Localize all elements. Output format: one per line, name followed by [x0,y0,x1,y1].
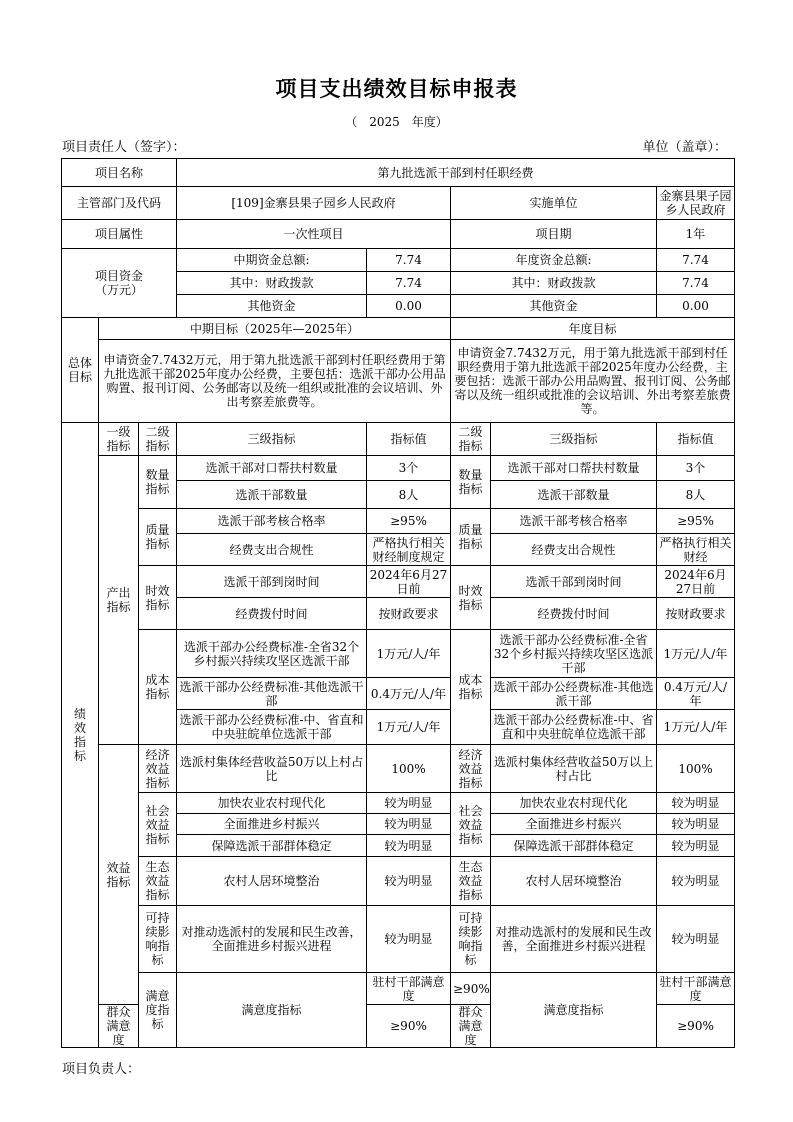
table-row: 群众满意度 [451,1005,491,1048]
social-label-annual: 社会效益指标 [451,793,491,857]
table-cell: 按财政要求 [367,598,451,630]
table-cell: 较为明显 [367,814,451,835]
table-cell: 较为明显 [367,793,451,814]
table-row: 选派干部对口帮扶村数量 [177,456,367,481]
table-cell: 较为明显 [657,857,735,906]
mid-total-value: 7.74 [367,249,451,272]
col-value-annual: 指标值 [657,423,735,456]
fiscal-year: （ 2025 年度） [345,115,448,129]
table-row: 经费拨付时间 [177,598,367,630]
table-cell: 1万元/人/年 [367,630,451,678]
timeliness-label-annual: 时效指标 [451,566,491,630]
mid-total-label: 中期资金总额: [177,249,367,272]
table-row: 选派干部办公经费标准-其他选派干部 [177,678,367,710]
table-row: 驻村干部满意度 [367,973,451,1005]
mid-other-label: 其他资金 [177,295,367,318]
col-level2-mid: 二级指标 [139,423,177,456]
quantity-label-annual: 数量指标 [451,456,491,509]
sustainable-label-mid: 可持续影响指标 [139,906,177,973]
table-cell: 0.4万元/人/年 [367,678,451,710]
mid-fiscal-label: 其中：财政拨款 [177,272,367,295]
table-row: 选派干部到岗时间 [491,566,657,598]
mid-other-value: 0.00 [367,295,451,318]
ecological-label-mid: 生态效益指标 [139,857,177,906]
attr-value: 一次性项目 [177,220,451,249]
mid-goal-header: 中期目标（2025年—2025年） [99,318,451,340]
table-row: 加快农业农村现代化 [177,793,367,814]
dept-value: [109]金寨县果子园乡人民政府 [177,187,451,220]
table-row: 选派干部办公经费标准-中、省直和中央驻皖单位选派干部 [177,710,367,745]
table-cell: ≥95% [657,509,735,534]
table-cell: 按财政要求 [657,598,735,630]
table-cell: 1万元/人/年 [657,710,735,745]
table-cell: 较为明显 [657,906,735,973]
output-indicator-label: 产出指标 [99,456,139,745]
page-title: 项目支出绩效目标申报表 [275,76,518,101]
table-cell: 较为明显 [367,906,451,973]
quality-label-annual: 质量指标 [451,509,491,566]
performance-indicator-label: 绩效指标 [62,423,99,1048]
project-leader-label: 项目负责人： [62,1062,141,1077]
table-row: 全面推进乡村振兴 [491,814,657,835]
timeliness-label-mid: 时效指标 [139,566,177,630]
table-cell: 8人 [657,481,735,509]
quantity-label-mid: 数量指标 [139,456,177,509]
period-value: 1年 [657,220,735,249]
table-row: 经费支出合规性 [177,534,367,566]
satisfaction-indicator-label: 满意度指标 [139,973,177,1048]
quality-label-mid: 质量指标 [139,509,177,566]
table-row: 对推动选派村的发展和民生改善，全面推进乡村振兴进程 [491,906,657,973]
table-row: 选派干部到岗时间 [177,566,367,598]
performance-target-table [61,158,735,1048]
table-cell: 1万元/人/年 [367,710,451,745]
col-level2-annual: 二级指标 [451,423,491,456]
table-cell: 较为明显 [367,857,451,906]
table-cell: 3个 [367,456,451,481]
table-row: 选派干部办公经费标准-全省32个乡村振兴持续攻坚区选派干部 [177,630,367,678]
annual-other-value: 0.00 [657,295,735,318]
cost-label-annual: 成本指标 [451,630,491,745]
dept-label: 主管部门及代码 [62,187,177,220]
table-cell: 较为明显 [657,814,735,835]
table-cell: 较为明显 [657,835,735,857]
social-label-mid: 社会效益指标 [139,793,177,857]
table-row: 选派干部数量 [491,481,657,509]
unit-seal-label: 单位（盖章）： [642,140,727,155]
table-row: 对推动选派村的发展和民生改善，全面推进乡村振兴进程 [177,906,367,973]
impl-unit-label: 实施单位 [451,187,657,220]
period-label: 项目期 [451,220,657,249]
table-row: 选派干部办公经费标准-全省32个乡村振兴持续攻坚区选派干部 [491,630,657,678]
table-row: 保障选派干部群体稳定 [491,835,657,857]
attr-label: 项目属性 [62,220,177,249]
table-row: 选派干部对口帮扶村数量 [491,456,657,481]
project-name-value: 第九批选派干部到村任职经费 [177,159,735,187]
table-row: 农村人居环境整治 [491,857,657,906]
table-row: 群众满意度 [99,1005,139,1048]
table-row: 选派干部考核合格率 [491,509,657,534]
col-level3-annual: 三级指标 [491,423,657,456]
ecological-label-annual: 生态效益指标 [451,857,491,906]
satisfaction-label-mid: 满意度指标 [177,973,367,1048]
funds-label: 项目资金（万元） [62,249,177,318]
table-cell: 2024年6月27日前 [657,566,735,598]
table-cell: 0.4万元/人/年 [657,678,735,710]
annual-other-label: 其他资金 [451,295,657,318]
table-row: 选派干部考核合格率 [177,509,367,534]
table-row: 选派干部数量 [177,481,367,509]
sustainable-label-annual: 可持续影响指标 [451,906,491,973]
table-cell: 3个 [657,456,735,481]
table-row: 选派村集体经营收益50万以上村占比 [491,745,657,793]
table-row: 全面推进乡村振兴 [177,814,367,835]
project-name-label: 项目名称 [62,159,177,187]
table-cell: 100% [367,745,451,793]
table-row: 经费拨付时间 [491,598,657,630]
col-level1: 一级指标 [99,423,139,456]
overall-goal-label: 总体目标 [62,318,99,423]
table-row: 选派干部办公经费标准-中、省直和中央驻皖单位选派干部 [491,710,657,745]
annual-total-label: 年度资金总额: [451,249,657,272]
table-cell: 8人 [367,481,451,509]
benefit-indicator-label: 效益指标 [99,745,139,1005]
table-row: 选派村集体经营收益50万以上村占比 [177,745,367,793]
economic-label-annual: 经济效益指标 [451,745,491,793]
impl-unit-value: 金寨县果子园乡人民政府 [657,187,735,220]
mid-fiscal-value: 7.74 [367,272,451,295]
cost-label-mid: 成本指标 [139,630,177,745]
table-cell: 严格执行相关财经制度规定 [367,534,451,566]
table-row: 农村人居环境整治 [177,857,367,906]
mid-goal-text: 申请资金7.7432万元，用于第九批选派干部到村任职经费用于第九批选派干部2025年度办公经费，主要包括：选派干部办公用品购置、报刊订阅、公务邮寄以及统一组织或批准的会议培训、外出考察差旅费等。 [99,340,451,423]
table-cell: ≥90% [367,1005,451,1048]
table-row: 保障选派干部群体稳定 [177,835,367,857]
table-cell: ≥90% [657,1005,735,1048]
table-cell: ≥90% [451,973,491,1005]
annual-total-value: 7.74 [657,249,735,272]
annual-goal-text: 申请资金7.7432万元，用于第九批选派干部到村任职经费用于第九批选派干部2025年度办公经费，主要包括：选派干部办公用品购置、报刊订阅、公务邮寄以及统一组织或批准的会议培训、外出考察差旅费等。 [451,340,735,423]
table-cell: 100% [657,745,735,793]
responsible-signature-label: 项目责任人（签字）： [62,140,186,155]
annual-goal-header: 年度目标 [451,318,735,340]
table-cell: 1万元/人/年 [657,630,735,678]
table-row: 加快农业农村现代化 [491,793,657,814]
table-row: 经费支出合规性 [491,534,657,566]
annual-fiscal-value: 7.74 [657,272,735,295]
table-row: 驻村干部满意度 [657,973,735,1005]
table-cell: ≥95% [367,509,451,534]
table-cell: 较为明显 [657,793,735,814]
table-cell: 2024年6月27日前 [367,566,451,598]
col-value-mid: 指标值 [367,423,451,456]
satisfaction-label-annual: 满意度指标 [491,973,657,1048]
col-level3-mid: 三级指标 [177,423,367,456]
table-cell: 严格执行相关财经 [657,534,735,566]
economic-label-mid: 经济效益指标 [139,745,177,793]
table-row: 选派干部办公经费标准-其他选派干部 [491,678,657,710]
annual-fiscal-label: 其中：财政拨款 [451,272,657,295]
table-cell: 较为明显 [367,835,451,857]
